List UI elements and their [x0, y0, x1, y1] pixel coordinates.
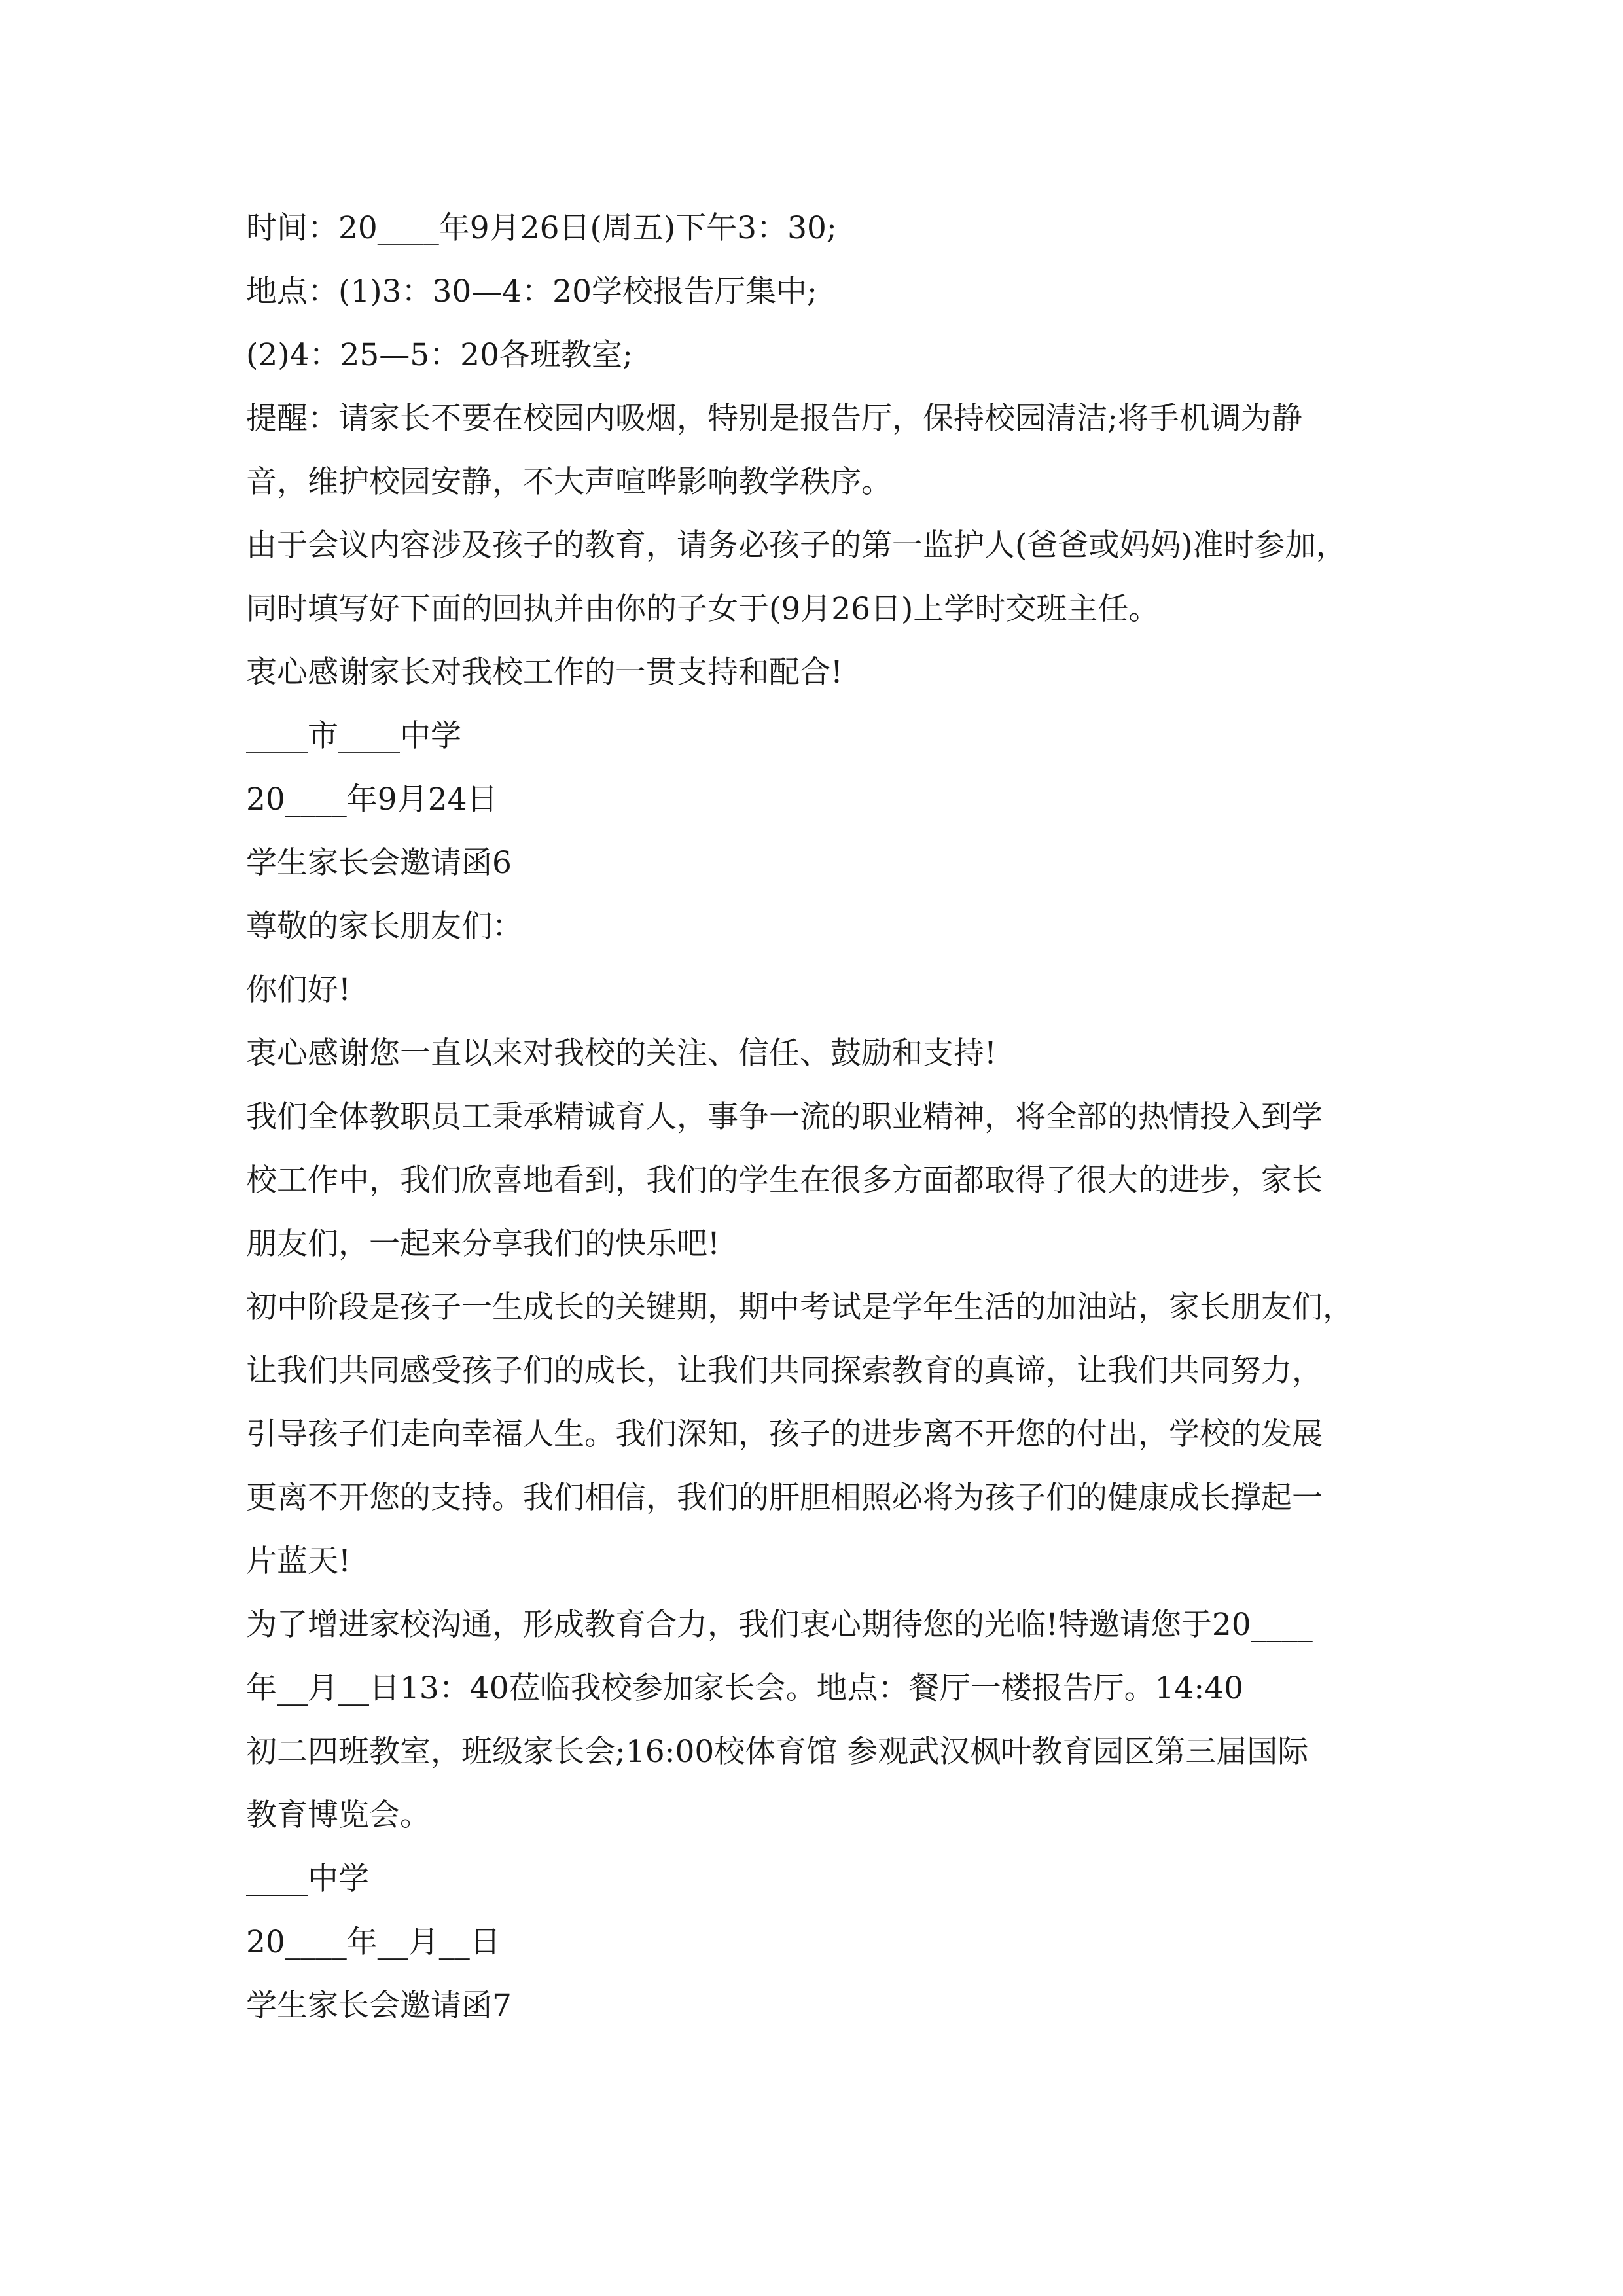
text-line-paragraph-2a: 初中阶段是孩子一生成长的关键期，期中考试是学年生活的加油站，家长朋友们， — [246, 1289, 1353, 1325]
text-line-reminder: 提醒：请家长不要在校园内吸烟，特别是报告厅，保持校园清洁;将手机调为静 — [246, 401, 1302, 437]
text-line-school-signature: ____市____中学 — [246, 718, 461, 754]
text-line-paragraph-1b: 校工作中，我们欣喜地看到，我们的学生在很多方面都取得了很大的进步，家长 — [246, 1162, 1323, 1198]
text-line-date: 20____年9月24日 — [246, 781, 498, 817]
text-line-reminder-cont: 音，维护校园安静，不大声喧哗影响教学秩序。 — [246, 464, 892, 500]
text-line-guardian-note: 由于会议内容涉及孩子的教育，请务必孩子的第一监护人(爸爸或妈妈)准时参加， — [246, 528, 1347, 564]
text-line-school-signature-2: ____中学 — [246, 1861, 369, 1897]
text-line-date-2: 20____年__月__日 — [246, 1924, 501, 1960]
text-line-invitation-d: 教育博览会。 — [246, 1797, 431, 1833]
text-line-gratitude: 衷心感谢您一直以来对我校的关注、信任、鼓励和支持! — [246, 1035, 997, 1071]
section-heading-7: 学生家长会邀请函7 — [246, 1988, 512, 2024]
text-line-invitation-a: 为了增进家校沟通，形成教育合力，我们衷心期待您的光临!特邀请您于20____ — [246, 1607, 1313, 1643]
text-line-location-2: (2)4：25—5：20各班教室; — [246, 337, 633, 373]
text-line-invitation-b: 年__月__日13：40莅临我校参加家长会。地点：餐厅一楼报告厅。14:40 — [246, 1670, 1244, 1706]
section-heading-6: 学生家长会邀请函6 — [246, 845, 512, 881]
text-line-location: 地点：(1)3：30—4：20学校报告厅集中; — [246, 274, 817, 310]
text-line-paragraph-2b: 让我们共同感受孩子们的成长，让我们共同探索教育的真谛，让我们共同努力， — [246, 1353, 1323, 1389]
text-line-guardian-note-cont: 同时填写好下面的回执并由你的子女于(9月26日)上学时交班主任。 — [246, 591, 1160, 627]
document-body — [246, 196, 1385, 2037]
text-line-paragraph-2d: 更离不开您的支持。我们相信，我们的肝胆相照必将为孩子们的健康成长撑起一 — [246, 1480, 1323, 1516]
text-line-thanks: 衷心感谢家长对我校工作的一贯支持和配合! — [246, 655, 843, 691]
text-line-salutation: 尊敬的家长朋友们： — [246, 908, 523, 944]
text-line-paragraph-2c: 引导孩子们走向幸福人生。我们深知，孩子的进步离不开您的付出，学校的发展 — [246, 1416, 1323, 1452]
text-line-time: 时间：20____年9月26日(周五)下午3：30; — [246, 210, 837, 246]
text-line-paragraph-2e: 片蓝天! — [246, 1543, 351, 1579]
text-line-greeting: 你们好! — [246, 972, 351, 1008]
text-line-paragraph-1c: 朋友们，一起来分享我们的快乐吧! — [246, 1226, 720, 1262]
text-line-invitation-c: 初二四班教室，班级家长会;16:00校体育馆 参观武汉枫叶教育园区第三届国际 — [246, 1734, 1309, 1770]
text-line-paragraph-1a: 我们全体教职员工秉承精诚育人，事争一流的职业精神，将全部的热情投入到学 — [246, 1099, 1323, 1135]
